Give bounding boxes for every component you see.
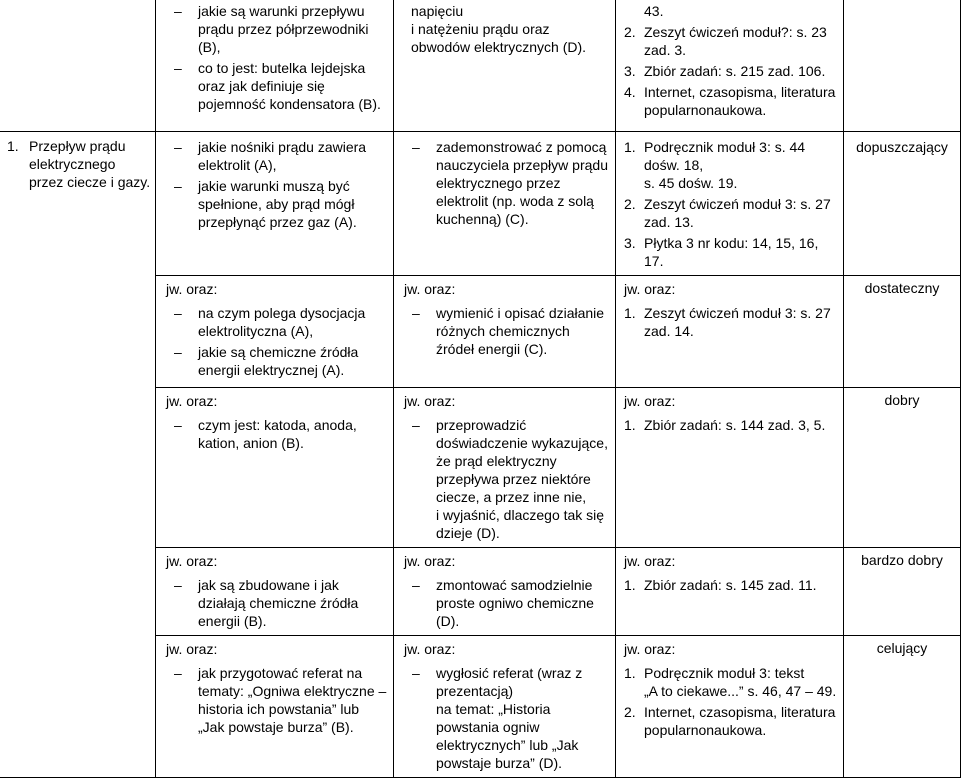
jw-label: jw. oraz: <box>624 641 676 657</box>
jw-label: jw. oraz: <box>166 641 218 657</box>
skills-cell <box>394 276 616 388</box>
jw-label: jw. oraz: <box>404 553 456 569</box>
knowledge-cell <box>156 548 394 636</box>
list-item: – jak przygotować referat na tematy: „Ogniwa elektryczne – historia ich powstania” lub „Jak powstaje burza” (B). <box>174 665 387 735</box>
knowledge-cell <box>156 636 394 778</box>
list-item: 1. Zbiór zadań: s. 144 zad. 3, 5. <box>624 417 826 433</box>
resources-cell <box>616 636 844 778</box>
list-item: – co to jest: butelka lejdejska oraz jak definiuje się pojemność kondensatora (B). <box>174 60 381 112</box>
skills-cell <box>394 548 616 636</box>
list-item: – jakie są warunki przepływu prądu przez półprzewodniki (B), <box>174 3 369 55</box>
resources-cell <box>616 276 844 388</box>
topic-cell <box>0 0 156 132</box>
list-item: – wymienić i opisać działanie różnych chemicznych źródeł energii (C). <box>412 305 605 357</box>
knowledge-cell <box>156 388 394 548</box>
list-item: – jakie nośniki prądu zawiera elektrolit (A), <box>174 139 367 173</box>
list-item: 1. Zeszyt ćwiczeń moduł 3: s. 27 zad. 14. <box>624 305 831 339</box>
jw-label: jw. oraz: <box>166 281 218 297</box>
jw-label: jw. oraz: <box>404 393 456 409</box>
grade-label: bardzo dobry <box>861 552 943 568</box>
knowledge-cell <box>156 0 394 132</box>
grade-label: dopuszczający <box>856 139 948 155</box>
jw-label: jw. oraz: <box>624 393 676 409</box>
topic-number: 1. <box>7 138 19 154</box>
list-item: 4. Internet, czasopisma, literatura popularnonaukowa. <box>624 84 836 118</box>
topic-title: Przepływ prądu elektrycznego przez ciecze i gazy. <box>29 138 151 190</box>
list-item: 3. Płytka 3 nr kodu: 14, 15, 16, 17. <box>624 235 819 269</box>
topic-cell <box>0 132 156 778</box>
jw-label: jw. oraz: <box>624 281 676 297</box>
knowledge-cell <box>156 276 394 388</box>
list-item: – przeprowadzić doświadczenie wykazujące, że prąd elektryczny przepływa przez niektóre ciecze, a przez inne nie, i wyjaśnić, dlaczego tak się dzieje (D). <box>412 417 608 541</box>
skill-text: napięciu i natężeniu prądu oraz obwodów elektrycznych (D). <box>411 3 587 55</box>
list-item: – jakie są chemiczne źródła energii elektrycznej (A). <box>174 344 359 378</box>
resources-cell <box>616 0 844 132</box>
list-item: 1. Zbiór zadań: s. 145 zad. 11. <box>624 577 817 593</box>
grade-label: dostateczny <box>864 280 940 296</box>
list-item: – zademonstrować z pomocą nauczyciela przepływ prądu elektrycznego przez elektrolit (np. woda z solą kuchenną) (C). <box>412 139 608 227</box>
grade-cell <box>844 548 961 636</box>
jw-label: jw. oraz: <box>404 281 456 297</box>
list-item: 2. Internet, czasopisma, literatura popularnonaukowa. <box>624 704 836 738</box>
list-item: 43. <box>644 3 664 19</box>
resources-cell <box>616 132 844 276</box>
list-item: – czym jest: katoda, anoda, kation, anion (B). <box>174 417 357 451</box>
grade-cell <box>844 636 961 778</box>
jw-label: jw. oraz: <box>166 393 218 409</box>
grade-label: celujący <box>876 640 928 656</box>
list-item: 3. Zbiór zadań: s. 215 zad. 106. <box>624 63 826 79</box>
skills-cell <box>394 636 616 778</box>
jw-label: jw. oraz: <box>404 641 456 657</box>
list-item: – jak są zbudowane i jak działają chemiczne źródła energii (B). <box>174 577 359 629</box>
grade-label: dobry <box>884 392 920 408</box>
table-row <box>0 132 961 276</box>
list-item: 2. Zeszyt ćwiczeń moduł?: s. 23 zad. 3. <box>624 24 827 58</box>
list-item: – na czym polega dysocjacja elektrolityczna (A), <box>174 305 366 339</box>
list-item: 1. Podręcznik moduł 3: s. 44 dośw. 18, s. 45 dośw. 19. <box>624 139 806 191</box>
list-item: – jakie warunki muszą być spełnione, aby prąd mógł przepłynąć przez gaz (A). <box>174 178 357 230</box>
jw-label: jw. oraz: <box>166 553 218 569</box>
skills-cell <box>394 0 616 132</box>
skills-cell <box>394 132 616 276</box>
list-item: – zmontować samodzielnie proste ogniwo chemiczne (D). <box>412 577 594 629</box>
list-item: 2. Zeszyt ćwiczeń moduł 3: s. 27 zad. 13. <box>624 196 831 230</box>
skills-cell <box>394 388 616 548</box>
grade-cell <box>844 276 961 388</box>
list-item: – wygłosić referat (wraz z prezentacją) na temat: „Historia powstania ogniw elektrycznych” lub „Jak powstaje burza” (D). <box>412 665 583 771</box>
grade-cell <box>844 388 961 548</box>
resources-cell <box>616 388 844 548</box>
grade-cell <box>844 0 961 132</box>
resources-cell <box>616 548 844 636</box>
list-item: 1. Podręcznik moduł 3: tekst „A to ciekawe...” s. 46, 47 – 49. <box>624 665 837 699</box>
grade-cell <box>844 132 961 276</box>
jw-label: jw. oraz: <box>624 553 676 569</box>
table-row <box>0 0 961 132</box>
knowledge-cell <box>156 132 394 276</box>
